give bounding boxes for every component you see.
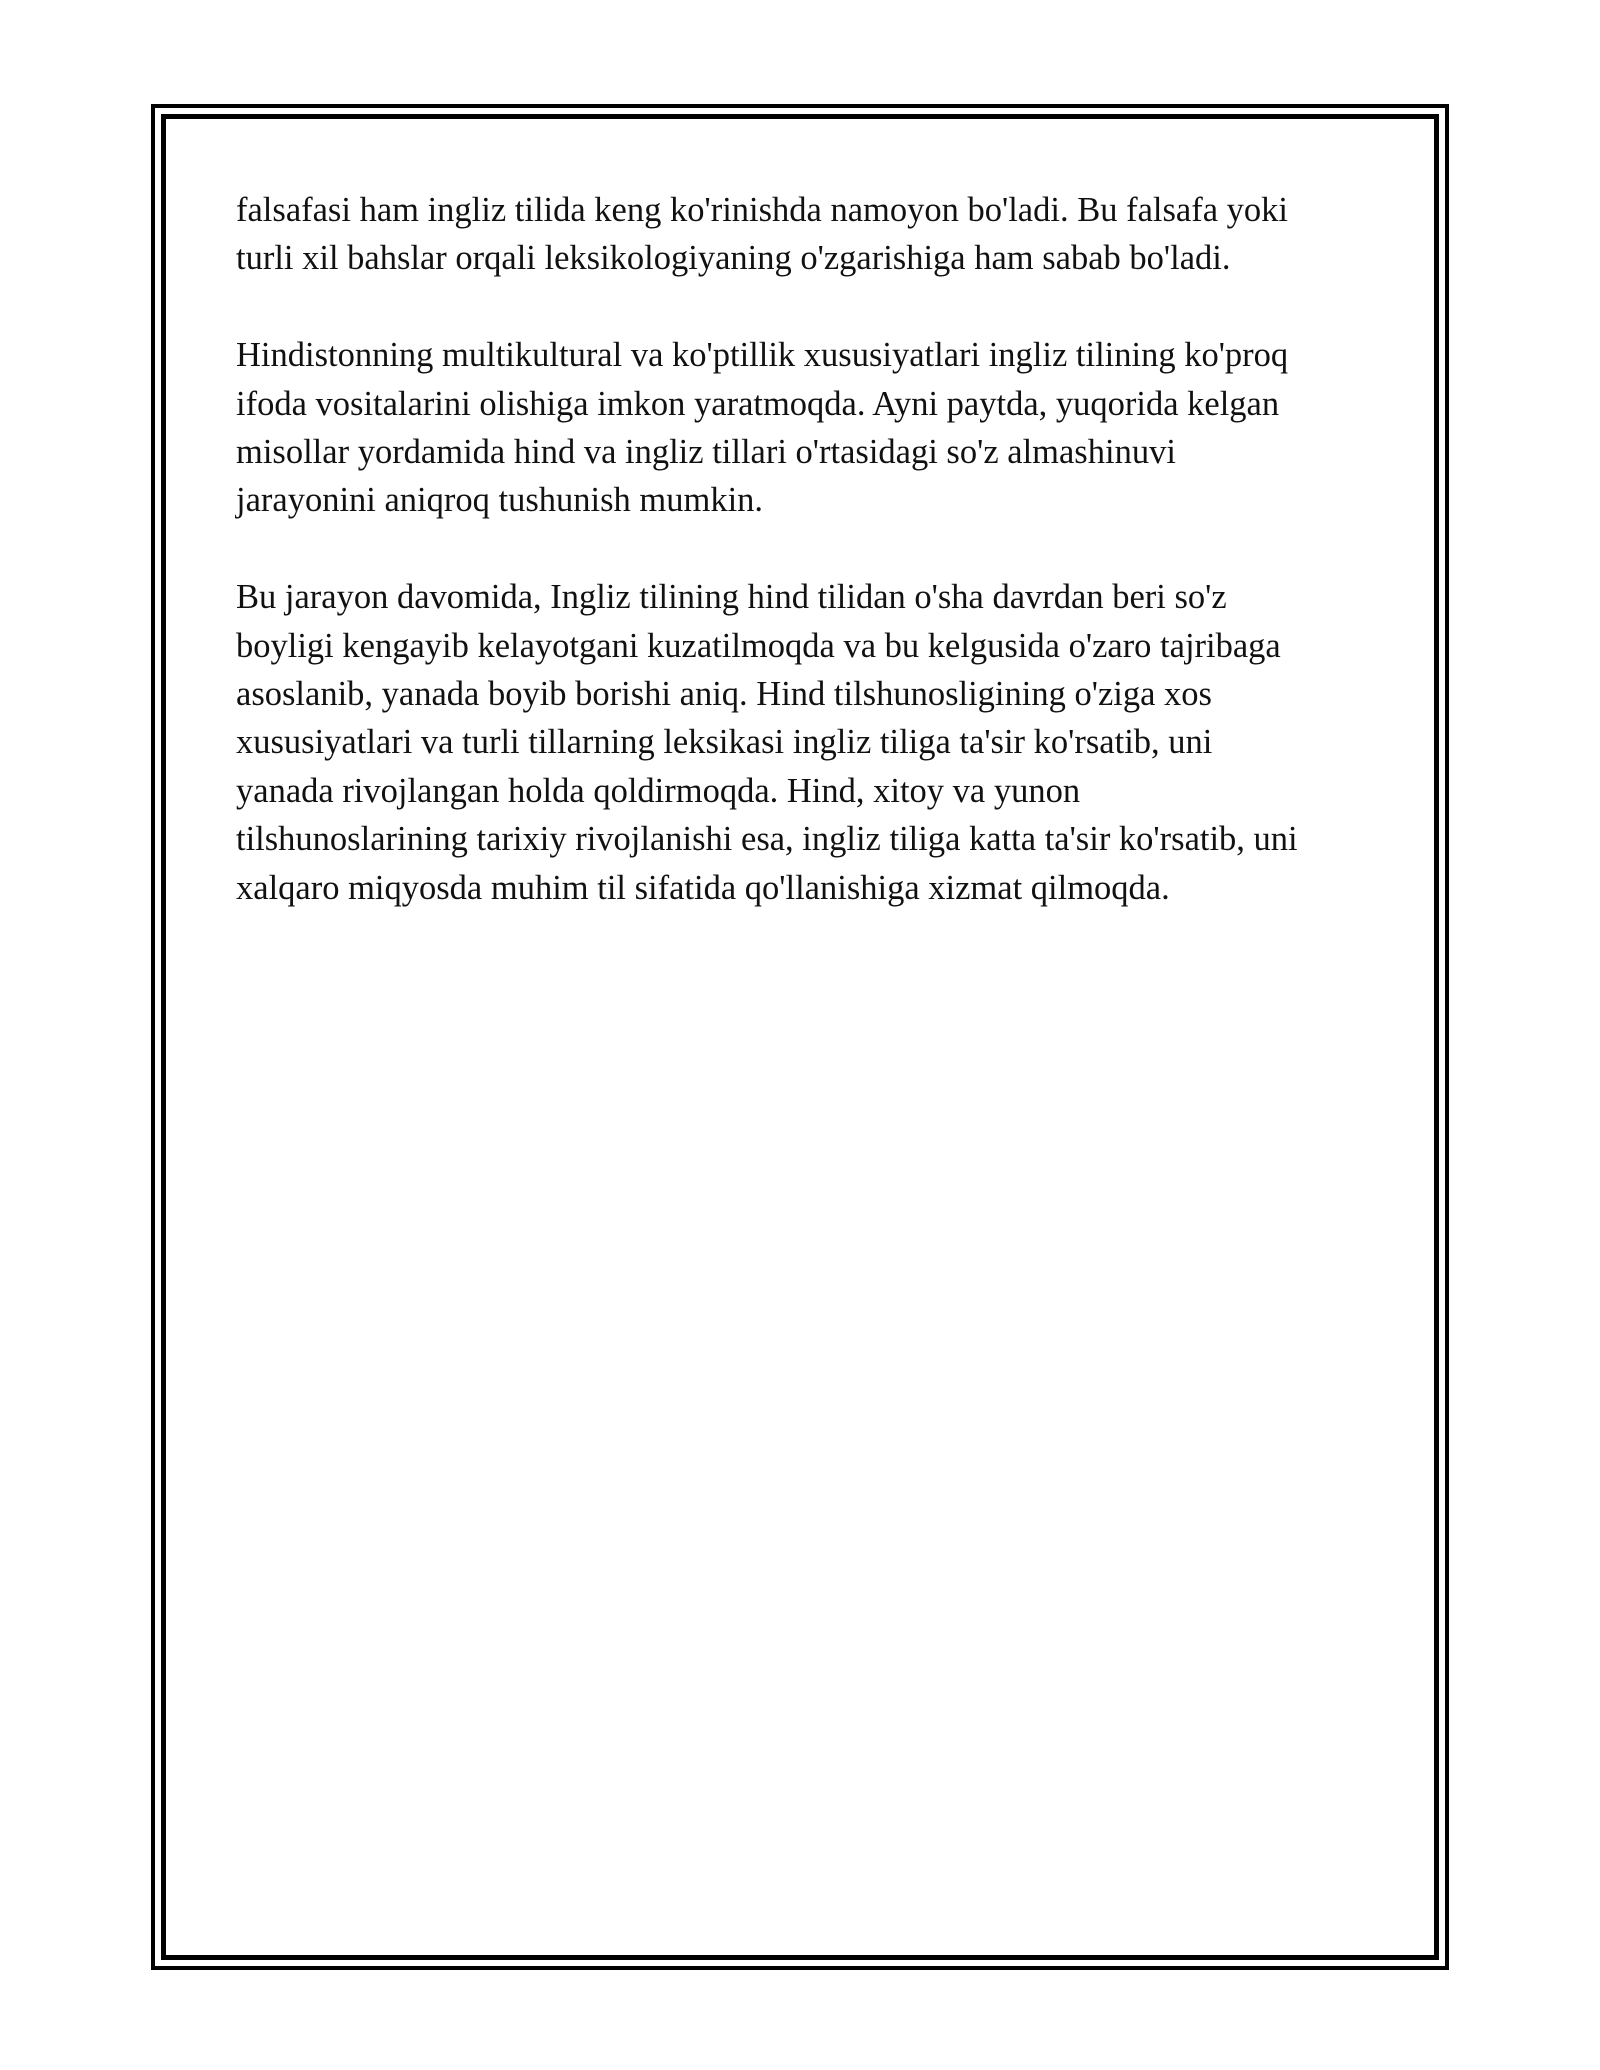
text-line: Hindistonning multikultural va ko'ptillik xususiyatlari ingliz tilining ko'proq [236, 336, 1289, 375]
text-line: asoslanib, yanada boyib borishi aniq. Hind tilshunosligining o'ziga xos [236, 675, 1212, 714]
document-body [236, 186, 1386, 960]
paragraph-2 [236, 331, 1386, 525]
text-line: xususiyatlari va turli tillarning leksikasi ingliz tiliga ta'sir ko'rsatib, uni [236, 723, 1213, 762]
text-line: jarayonini aniqroq tushunish mumkin. [236, 481, 764, 520]
paragraph-1 [236, 186, 1386, 283]
text-line: misollar yordamida hind va ingliz tillari o'rtasidagi so'z almashinuvi [236, 433, 1176, 472]
text-line: turli xil bahslar orqali leksikologiyaning o'zgarishiga ham sabab bo'ladi. [236, 239, 1231, 278]
text-line: tilshunoslarining tarixiy rivojlanishi esa, ingliz tiliga katta ta'sir ko'rsatib, uni [236, 820, 1298, 859]
text-line: yanada rivojlangan holda qoldirmoqda. Hind, xitoy va yunon [236, 771, 1081, 810]
paragraph-3 [236, 573, 1386, 912]
text-line: boyligi kengayib kelayotgani kuzatilmoqda va bu kelgusida o'zaro tajribaga [236, 626, 1281, 665]
text-line: falsafasi ham ingliz tilida keng ko'rinishda namoyon bo'ladi. Bu falsafa yoki [236, 191, 1288, 229]
text-line: xalqaro miqyosda muhim til sifatida qo'llanishiga xizmat qilmoqda. [236, 868, 1170, 907]
text-line: ifoda vositalarini olishiga imkon yaratmoqda. Ayni paytda, yuqorida kelgan [236, 384, 1280, 423]
text-line: Bu jarayon davomida, Ingliz tilining hind tilidan o'sha davrdan beri so'z [236, 578, 1227, 617]
